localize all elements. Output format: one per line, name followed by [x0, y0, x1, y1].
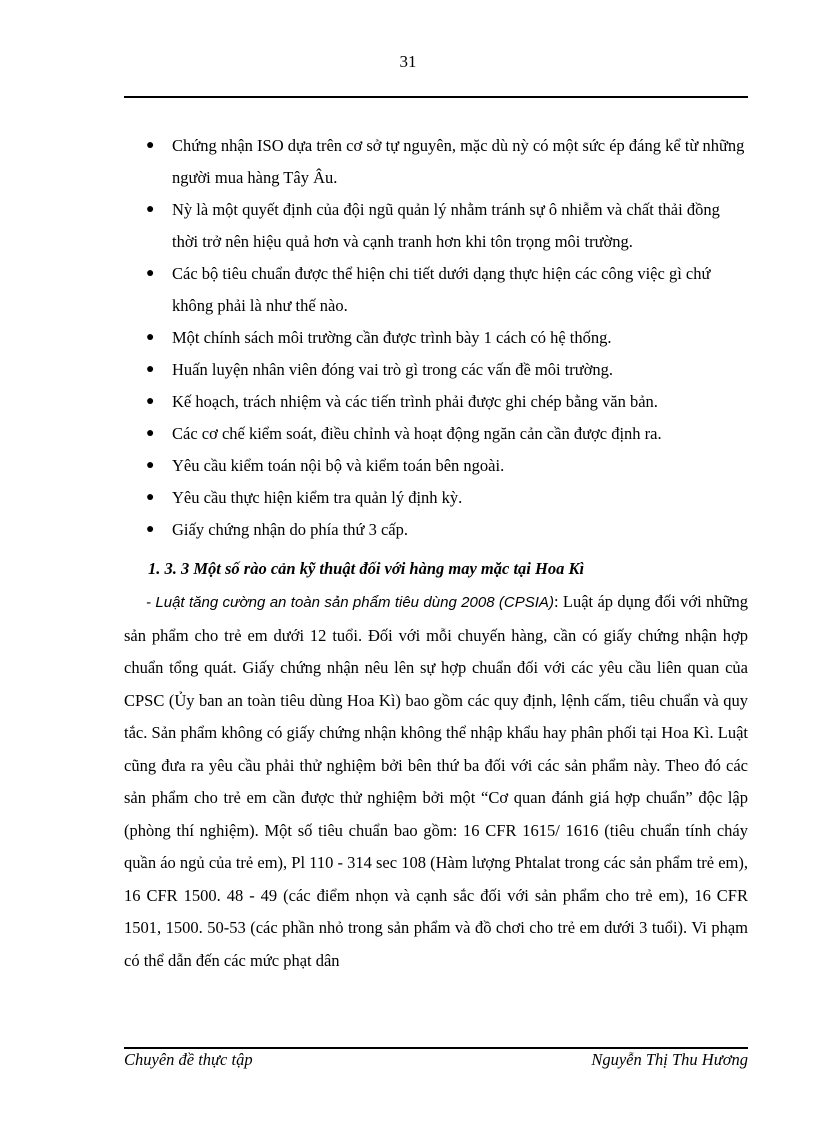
section-heading: 1. 3. 3 Một số rào cản kỹ thuật đối với hàng may mặc tại Hoa Kì: [148, 559, 585, 578]
list-item-text: Nỳ là một quyết định của đội ngũ quản lý nhằm tránh sự ô nhiễm và chất thải đồng thời trở nên hiệu quả hơn và cạnh tranh hơn khi tôn trọng môi trường.: [172, 200, 720, 251]
bullet-icon: ●: [146, 426, 155, 441]
footer-author: Nguyễn Thị Thu Hương: [591, 1050, 748, 1069]
list-item-text: Yêu cầu thực hiện kiểm tra quản lý định kỳ.: [172, 488, 463, 507]
list-item: [124, 322, 748, 354]
list-item-text: Chứng nhận ISO dựa trên cơ sở tự nguyên, mặc dù nỳ có một sức ép đáng kể từ những người mua hàng Tây Âu.: [172, 136, 745, 187]
bullet-icon: ●: [146, 138, 155, 153]
header-divider: [124, 96, 748, 98]
bullet-icon: ●: [146, 458, 155, 473]
bullet-icon: ●: [146, 362, 155, 377]
paragraph-text: : Luật áp dụng đối với những sản phẩm cho trẻ em dưới 12 tuổi. Đối với mỗi chuyến hàng, cần có giấy chứng nhận hợp chuẩn tổng quát. Giấy chứng nhận nêu lên sự hợp chuẩn đối với các yêu cầu liên quan của CPSC (Ủy ban an toàn tiêu dùng Hoa Kì) bao gồm các quy định, lệnh cấm, tiêu chuẩn và quy tắc. Sản phẩm không có giấy chứng nhận không thể nhập khẩu hay phân phối tại Hoa Kì. Luật cũng đưa ra yêu cầu phải thử nghiệm bởi bên thứ ba đối với các sản phẩm này. Theo đó các sản phẩm cho trẻ em cần được thử nghiệm bởi một “Cơ quan đánh giá hợp chuẩn” độc lập (phòng thí nghiệm). Một số tiêu chuẩn bao gồm: 16 CFR 1615/ 1616 (tiêu chuẩn tính cháy quần áo ngủ của trẻ em), Pl 110 - 314 sec 108 (Hàm lượng Phtalat trong các sản phẩm trẻ em), 16 CFR 1500. 48 - 49 (các điểm nhọn và cạnh sắc đối với sản phẩm cho trẻ em), 16 CFR 1501, 1500. 50-53 (các phần nhỏ trong sản phẩm và đồ chơi cho trẻ em dưới 3 tuổi). Vi phạm có thể dẫn đến các mức phạt dân: [124, 592, 748, 970]
list-item: [124, 514, 748, 546]
bullet-icon: ●: [146, 490, 155, 505]
list-item: [124, 258, 748, 322]
list-item: [124, 482, 748, 514]
list-item: [124, 194, 748, 258]
bullet-icon: ●: [146, 202, 155, 217]
bullet-list: [124, 130, 748, 546]
bullet-icon: ●: [146, 394, 155, 409]
list-item-text: Yêu cầu kiểm toán nội bộ và kiểm toán bên ngoài.: [172, 456, 505, 475]
list-item: [124, 418, 748, 450]
page-number: 31: [399, 52, 417, 71]
list-item-text: Kế hoạch, trách nhiệm và các tiến trình phải được ghi chép bằng văn bản.: [172, 392, 658, 411]
list-item-text: Các bộ tiêu chuẩn được thể hiện chi tiết dưới dạng thực hiện các công việc gì chứ không phải là như thế nào.: [172, 264, 711, 315]
list-item: [124, 130, 748, 194]
list-item-text: Huấn luyện nhân viên đóng vai trò gì trong các vấn đề môi trường.: [172, 360, 614, 379]
footer-divider: [124, 1047, 748, 1049]
bullet-icon: ●: [146, 266, 155, 281]
bullet-icon: ●: [146, 522, 155, 537]
list-item-text: Giấy chứng nhận do phía thứ 3 cấp.: [172, 520, 408, 539]
footer-document-title: Chuyên đề thực tập: [124, 1050, 253, 1069]
list-item: [124, 450, 748, 482]
bullet-icon: ●: [146, 330, 155, 345]
list-item-text: Các cơ chế kiểm soát, điều chỉnh và hoạt động ngăn cản cần được định ra.: [172, 424, 662, 443]
list-item: [124, 354, 748, 386]
body-paragraph: [124, 586, 748, 977]
law-title: - Luật tăng cường an toàn sản phẩm tiêu dùng 2008 (CPSIA): [146, 594, 554, 611]
list-item: [124, 386, 748, 418]
list-item-text: Một chính sách môi trường cần được trình bày 1 cách có hệ thống.: [172, 328, 612, 347]
